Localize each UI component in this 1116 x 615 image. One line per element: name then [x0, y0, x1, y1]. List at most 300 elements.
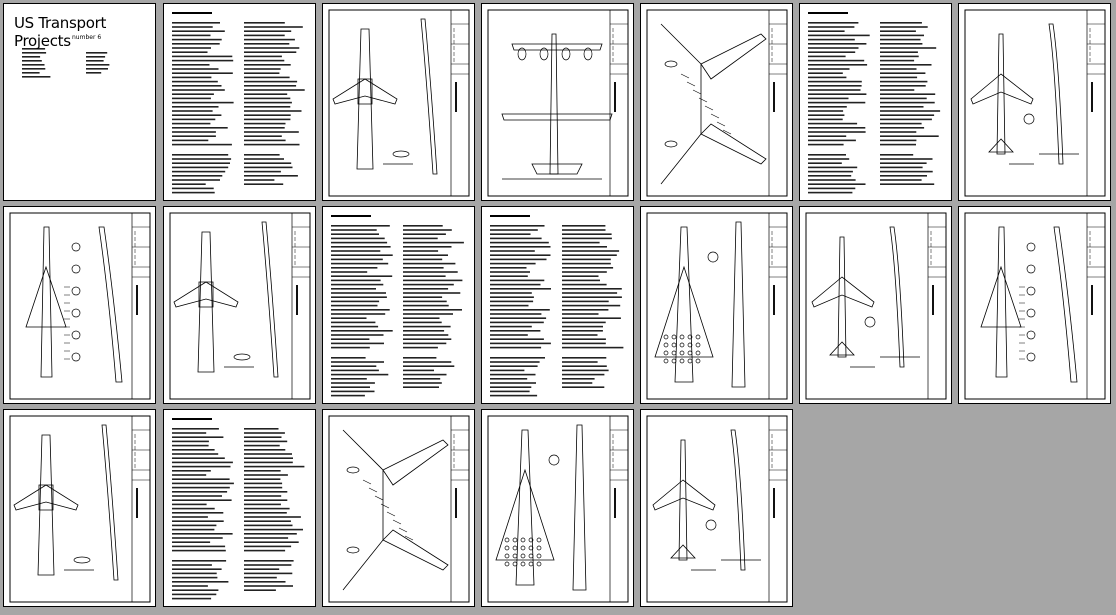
text-line: [22, 56, 40, 58]
text-line: [490, 365, 538, 367]
text-line: [22, 68, 45, 70]
text-line: [244, 525, 293, 527]
text-line: [403, 338, 451, 340]
text-line: [880, 119, 932, 121]
title-block-text: [773, 488, 775, 518]
page-content: [800, 4, 952, 201]
text-line: [808, 140, 856, 142]
text-line: [172, 516, 208, 518]
drawing-ellipse: [1027, 353, 1035, 361]
text-line: [172, 81, 218, 83]
text-line: [562, 267, 613, 269]
text-line: [244, 560, 294, 562]
text-line: [244, 445, 280, 447]
text-line: [403, 370, 434, 372]
drawing-ellipse: [706, 520, 716, 530]
text-line: [244, 26, 303, 28]
text-line: [331, 361, 384, 363]
drawing-line: [363, 480, 371, 484]
document-title: US Transport Projects: [14, 14, 107, 50]
text-line: [808, 167, 857, 169]
text-line: [880, 144, 916, 146]
text-line: [244, 470, 281, 472]
title-block-text: [614, 488, 616, 518]
drawing-ellipse: [865, 317, 875, 327]
text-line: [403, 271, 458, 273]
text-line: [86, 68, 108, 70]
drawing-ellipse: [1027, 243, 1035, 251]
title-block-text: [773, 285, 775, 315]
text-line: [244, 550, 285, 552]
text-line: [808, 43, 866, 45]
drawing-ellipse: [513, 554, 517, 558]
drawing-ellipse: [513, 546, 517, 550]
text-line: [172, 589, 218, 591]
text-line: [490, 233, 531, 235]
text-line: [490, 267, 527, 269]
text-line: [331, 370, 379, 372]
page-content: [4, 410, 156, 607]
drawing-line: [687, 82, 695, 86]
text-line: [490, 374, 536, 376]
text-line: [562, 382, 592, 384]
text-line: [172, 26, 213, 28]
text-line: [490, 309, 550, 311]
text-line: [86, 56, 105, 58]
drawing-line: [399, 528, 407, 532]
text-line: [244, 93, 287, 95]
drawing-ellipse: [672, 351, 676, 355]
text-line: [172, 585, 208, 587]
text-line: [490, 292, 532, 294]
drawing-ellipse: [1024, 114, 1034, 124]
page-content: [959, 207, 1111, 404]
text-line: [403, 305, 449, 307]
drawing-ellipse: [347, 547, 359, 553]
drawing-frame: [647, 416, 787, 602]
text-line: [331, 365, 376, 367]
text-line: [331, 250, 380, 252]
page-thumbnail-12[interactable]: [640, 206, 793, 404]
drawing-ellipse: [696, 359, 700, 363]
page-content: [164, 4, 316, 201]
text-line: [490, 322, 544, 324]
text-line: [562, 271, 607, 273]
drawing-ellipse: [72, 353, 80, 361]
drawing-ellipse: [513, 538, 517, 542]
page-thumbnail-7[interactable]: [958, 3, 1111, 201]
text-line: [808, 22, 858, 24]
heading-bar: [331, 215, 371, 217]
text-line: [172, 537, 223, 539]
text-line: [880, 102, 935, 104]
text-line: [172, 140, 208, 142]
text-line: [403, 382, 442, 384]
text-line: [244, 47, 299, 49]
text-line: [331, 275, 392, 277]
text-line: [880, 85, 926, 87]
drawing-outline: [653, 480, 715, 510]
text-line: [86, 64, 109, 66]
text-line: [562, 246, 607, 248]
page-thumbnail-5[interactable]: [640, 3, 793, 201]
text-line: [880, 81, 927, 83]
drawing-ellipse: [521, 538, 525, 542]
text-line: [172, 573, 217, 575]
text-line: [880, 39, 921, 41]
text-line: [880, 171, 933, 173]
text-line: [244, 573, 292, 575]
drawing-ellipse: [72, 287, 80, 295]
text-line: [331, 309, 390, 311]
text-line: [172, 432, 206, 434]
text-line: [244, 51, 296, 53]
text-line: [562, 280, 600, 282]
text-line: [562, 330, 603, 332]
page-thumbnail-19[interactable]: [640, 409, 793, 607]
text-line: [562, 301, 609, 303]
page-content: [641, 207, 793, 404]
text-line: [172, 144, 232, 146]
drawing-outline: [99, 227, 122, 382]
text-line: [808, 85, 862, 87]
text-line: [490, 338, 544, 340]
text-line: [562, 309, 608, 311]
drawing-ellipse: [393, 151, 409, 157]
text-line: [244, 179, 274, 181]
text-line: [244, 68, 281, 70]
drawing-outline: [732, 222, 745, 387]
page-thumbnail-2[interactable]: [163, 3, 316, 201]
page-thumbnail-6[interactable]: [799, 3, 952, 201]
drawing-outline: [996, 227, 1007, 377]
text-line: [808, 188, 855, 190]
text-line: [880, 47, 936, 49]
text-line: [331, 391, 375, 393]
page-thumbnail-18[interactable]: [481, 409, 634, 607]
text-line: [490, 386, 531, 388]
text-line: [808, 119, 843, 121]
text-line: [172, 550, 226, 552]
text-line: [562, 357, 606, 359]
drawing-ellipse: [672, 359, 676, 363]
title-block-text: [932, 285, 934, 315]
drawing-ellipse: [72, 331, 80, 339]
drawing-ellipse: [72, 309, 80, 317]
text-line: [244, 158, 284, 160]
text-line: [880, 98, 927, 100]
drawing-outline: [383, 440, 448, 485]
text-line: [880, 26, 928, 28]
drawing-ellipse: [234, 354, 250, 360]
text-line: [490, 242, 549, 244]
text-line: [244, 462, 293, 464]
text-line: [490, 395, 537, 397]
text-line: [244, 568, 279, 570]
drawing-frame: [488, 416, 628, 602]
drawing-ellipse: [664, 343, 668, 347]
text-line: [172, 22, 220, 24]
text-line: [244, 585, 293, 587]
text-line: [172, 470, 211, 472]
page-thumbnail-13[interactable]: [799, 206, 952, 404]
text-line: [880, 68, 917, 70]
drawing-frame: [647, 10, 787, 196]
drawing-outline: [838, 237, 846, 357]
drawing-outline: [989, 139, 1013, 152]
text-line: [244, 529, 303, 531]
text-line: [880, 72, 925, 74]
text-line: [331, 242, 387, 244]
heading-bar: [172, 418, 212, 420]
text-line: [808, 135, 846, 137]
drawing-ellipse: [505, 538, 509, 542]
drawing-line: [699, 98, 707, 102]
drawing-ellipse: [680, 335, 684, 339]
text-line: [880, 89, 914, 91]
text-line: [331, 386, 370, 388]
text-line: [562, 305, 620, 307]
drawing-outline: [701, 124, 766, 164]
page-content: [482, 4, 634, 201]
drawing-frame: [647, 213, 787, 399]
text-line: [172, 581, 228, 583]
drawing-outline: [655, 267, 713, 357]
page-thumbnail-14[interactable]: [958, 206, 1111, 404]
page-thumbnail-15[interactable]: [3, 409, 156, 607]
drawing-outline: [512, 44, 602, 50]
text-line: [22, 60, 42, 62]
text-line: [22, 76, 50, 78]
text-line: [880, 179, 922, 181]
text-line: [244, 98, 290, 100]
text-line: [403, 275, 446, 277]
page-thumbnail-4[interactable]: [481, 3, 634, 201]
text-line: [403, 361, 451, 363]
page-thumbnail-11[interactable]: [481, 206, 634, 404]
text-line: [562, 343, 606, 345]
text-line: [172, 183, 206, 185]
text-line: [490, 326, 532, 328]
text-line: [172, 167, 228, 169]
text-line: [331, 326, 378, 328]
text-line: [490, 370, 524, 372]
text-line: [172, 520, 224, 522]
text-line: [808, 114, 844, 116]
text-line: [244, 154, 280, 156]
text-line: [490, 343, 551, 345]
drawing-ellipse: [680, 343, 684, 347]
title-block-text: [614, 82, 616, 112]
text-line: [403, 330, 444, 332]
text-line: [808, 60, 864, 62]
drawing-outline: [679, 440, 687, 560]
text-line: [331, 246, 391, 248]
drawing-ellipse: [537, 562, 541, 566]
drawing-ellipse: [1027, 309, 1035, 317]
text-line: [403, 309, 462, 311]
drawing-line: [717, 122, 725, 126]
text-line: [244, 106, 290, 108]
drawing-ellipse: [347, 467, 359, 473]
text-line: [403, 292, 460, 294]
text-line: [880, 60, 914, 62]
drawing-ellipse: [537, 538, 541, 542]
text-line: [808, 131, 866, 133]
text-line: [331, 343, 384, 345]
drawing-outline: [997, 34, 1005, 154]
page-content: [323, 207, 475, 404]
text-line: [172, 123, 210, 125]
text-line: [490, 250, 535, 252]
text-line: [244, 43, 289, 45]
drawing-ellipse: [521, 562, 525, 566]
text-line: [490, 296, 534, 298]
text-line: [562, 292, 617, 294]
text-line: [244, 127, 285, 129]
text-line: [172, 504, 207, 506]
page-thumbnail-17[interactable]: [322, 409, 475, 607]
text-line: [880, 114, 934, 116]
text-line: [490, 313, 541, 315]
text-line: [562, 225, 605, 227]
page-thumbnail-16[interactable]: [163, 409, 316, 607]
text-line: [490, 347, 541, 349]
drawing-line: [381, 504, 389, 508]
text-line: [880, 35, 924, 37]
drawing-outline: [731, 430, 745, 570]
drawing-outline: [14, 485, 78, 510]
page-thumbnail-1[interactable]: [3, 3, 156, 201]
text-line: [808, 183, 866, 185]
text-line: [172, 89, 225, 91]
text-line: [331, 357, 366, 359]
text-line: [172, 529, 214, 531]
heading-bar: [808, 12, 848, 14]
drawing-outline: [358, 79, 372, 104]
drawing-ellipse: [680, 359, 684, 363]
text-line: [172, 171, 225, 173]
drawing-frame: [329, 416, 469, 602]
drawing-outline: [39, 485, 53, 510]
drawing-line: [711, 114, 719, 118]
text-line: [244, 508, 290, 510]
text-line: [244, 144, 300, 146]
title-block-text: [455, 82, 457, 112]
text-line: [244, 504, 281, 506]
text-line: [490, 280, 544, 282]
text-line: [808, 98, 849, 100]
drawing-outline: [198, 232, 214, 372]
text-line: [172, 188, 214, 190]
text-line: [244, 110, 302, 112]
text-line: [244, 35, 285, 37]
text-line: [562, 370, 609, 372]
text-line: [403, 263, 455, 265]
drawing-outline: [550, 34, 558, 174]
text-line: [880, 106, 924, 108]
text-line: [403, 280, 462, 282]
text-line: [172, 60, 233, 62]
drawing-frame: [170, 213, 310, 399]
text-line: [490, 382, 536, 384]
text-line: [244, 537, 288, 539]
text-line: [490, 334, 528, 336]
text-line: [331, 267, 377, 269]
text-line: [244, 39, 295, 41]
text-line: [403, 229, 452, 231]
page-thumbnail-8[interactable]: [3, 206, 156, 404]
drawing-ellipse: [505, 554, 509, 558]
text-line: [172, 39, 222, 41]
text-line: [172, 131, 216, 133]
text-line: [244, 171, 281, 173]
text-line: [562, 334, 598, 336]
page-content: [4, 207, 156, 404]
text-line: [172, 564, 212, 566]
text-line: [490, 317, 546, 319]
text-line: [244, 483, 282, 485]
text-line: [808, 77, 846, 79]
page-content: [482, 410, 634, 607]
text-line: [172, 491, 227, 493]
text-line: [562, 254, 617, 256]
text-line: [331, 338, 369, 340]
text-line: [244, 487, 282, 489]
text-line: [331, 233, 379, 235]
text-line: [403, 225, 443, 227]
text-line: [172, 560, 226, 562]
text-line: [808, 68, 850, 70]
text-line: [880, 56, 919, 58]
drawing-ellipse: [664, 359, 668, 363]
drawing-outline: [333, 79, 397, 104]
drawing-ellipse: [696, 351, 700, 355]
page-thumbnail-10[interactable]: [322, 206, 475, 404]
text-line: [244, 581, 286, 583]
drawing-ellipse: [688, 359, 692, 363]
text-line: [403, 374, 447, 376]
drawing-ellipse: [505, 562, 509, 566]
drawing-ellipse: [664, 335, 668, 339]
text-line: [172, 30, 225, 32]
text-line: [244, 516, 301, 518]
text-line: [172, 64, 210, 66]
page-thumbnail-9[interactable]: [163, 206, 316, 404]
text-line: [403, 343, 446, 345]
text-line: [22, 52, 46, 54]
text-line: [172, 568, 222, 570]
text-line: [244, 499, 287, 501]
text-line: [562, 284, 607, 286]
drawing-line: [375, 496, 383, 500]
drawing-ellipse: [708, 252, 718, 262]
text-line: [562, 313, 599, 315]
text-line: [880, 154, 913, 156]
page-thumbnail-3[interactable]: [322, 3, 475, 201]
text-line: [244, 102, 292, 104]
text-line: [403, 233, 446, 235]
text-line: [490, 229, 538, 231]
text-line: [331, 238, 385, 240]
text-line: [808, 26, 854, 28]
text-line: [562, 386, 604, 388]
drawing-line: [369, 488, 377, 492]
text-line: [490, 225, 545, 227]
text-line: [172, 102, 234, 104]
drawing-outline: [830, 342, 854, 355]
text-line: [172, 466, 231, 468]
